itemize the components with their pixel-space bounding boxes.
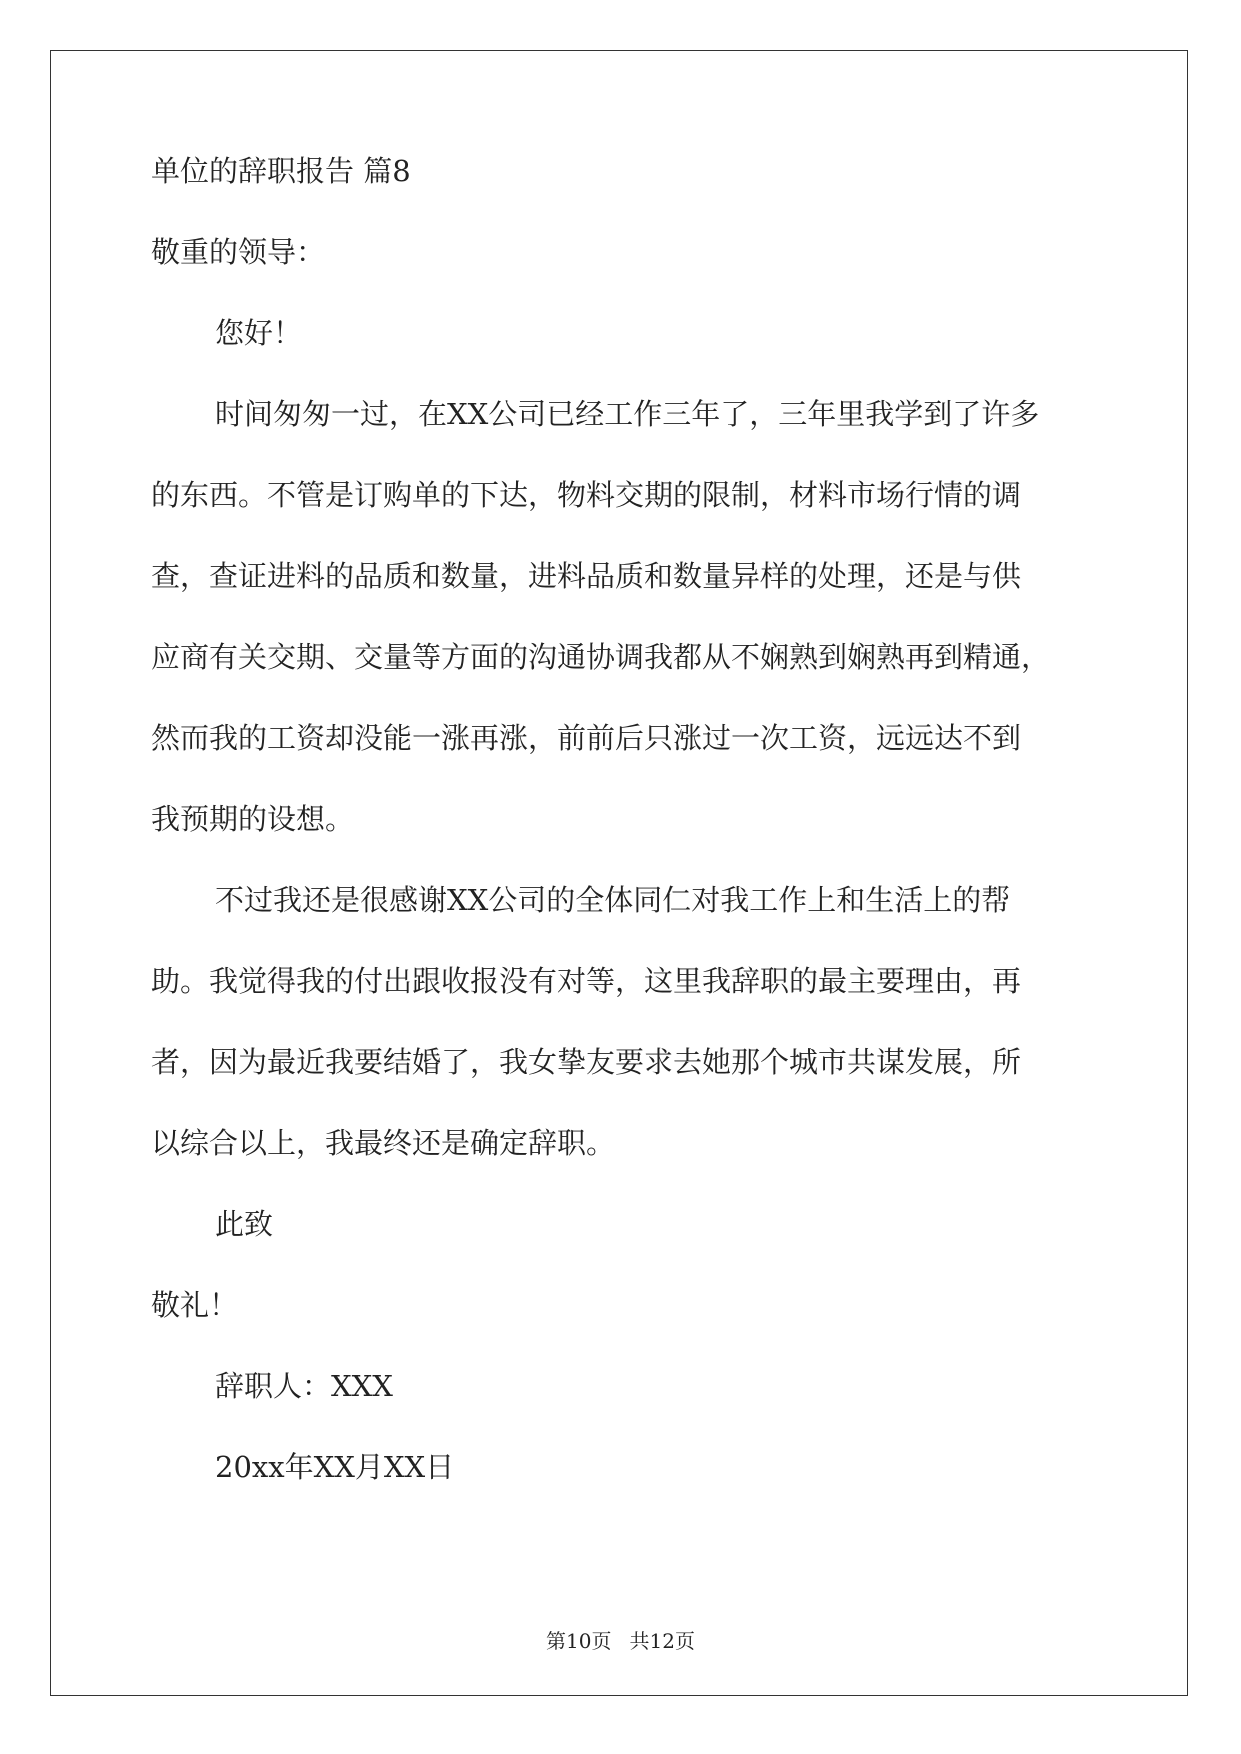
paragraph-line: 不过我还是很感谢XX公司的全体同仁对我工作上和生活上的帮 xyxy=(215,883,1011,917)
paragraph-line: 的东西。不管是订购单的下达，物料交期的限制，材料市场行情的调 xyxy=(151,478,1022,512)
salutation: 敬重的领导： xyxy=(151,235,326,269)
paragraph-line: 我预期的设想。 xyxy=(151,802,355,836)
paragraph-line: 助。我觉得我的付出跟收报没有对等，这里我辞职的最主要理由，再 xyxy=(151,964,1022,998)
paragraph-line: 时间匆匆一过，在XX公司已经工作三年了，三年里我学到了许多 xyxy=(215,397,1040,431)
page-footer xyxy=(0,1628,1241,1654)
paragraph-line: 应商有关交期、交量等方面的沟通协调我都从不娴熟到娴熟再到精通， xyxy=(151,640,1051,674)
regards: 敬礼！ xyxy=(151,1288,239,1322)
greeting: 您好！ xyxy=(215,316,303,350)
total-pages: 共12页 xyxy=(629,1629,695,1653)
date: 20xx年XX月XX日 xyxy=(215,1450,455,1484)
current-page: 第10页 xyxy=(546,1629,612,1653)
closing: 此致 xyxy=(215,1207,274,1241)
document-title: 单位的辞职报告 篇8 xyxy=(151,154,411,188)
paragraph-line: 以综合以上，我最终还是确定辞职。 xyxy=(151,1126,616,1160)
paragraph-line: 者，因为最近我要结婚了，我女挚友要求去她那个城市共谋发展，所 xyxy=(151,1045,1022,1079)
signature: 辞职人：XXX xyxy=(215,1369,393,1403)
paragraph-line: 然而我的工资却没能一涨再涨，前前后只涨过一次工资，远远达不到 xyxy=(151,721,1022,755)
paragraph-line: 查，查证进料的品质和数量，进料品质和数量异样的处理，还是与供 xyxy=(151,559,1022,593)
